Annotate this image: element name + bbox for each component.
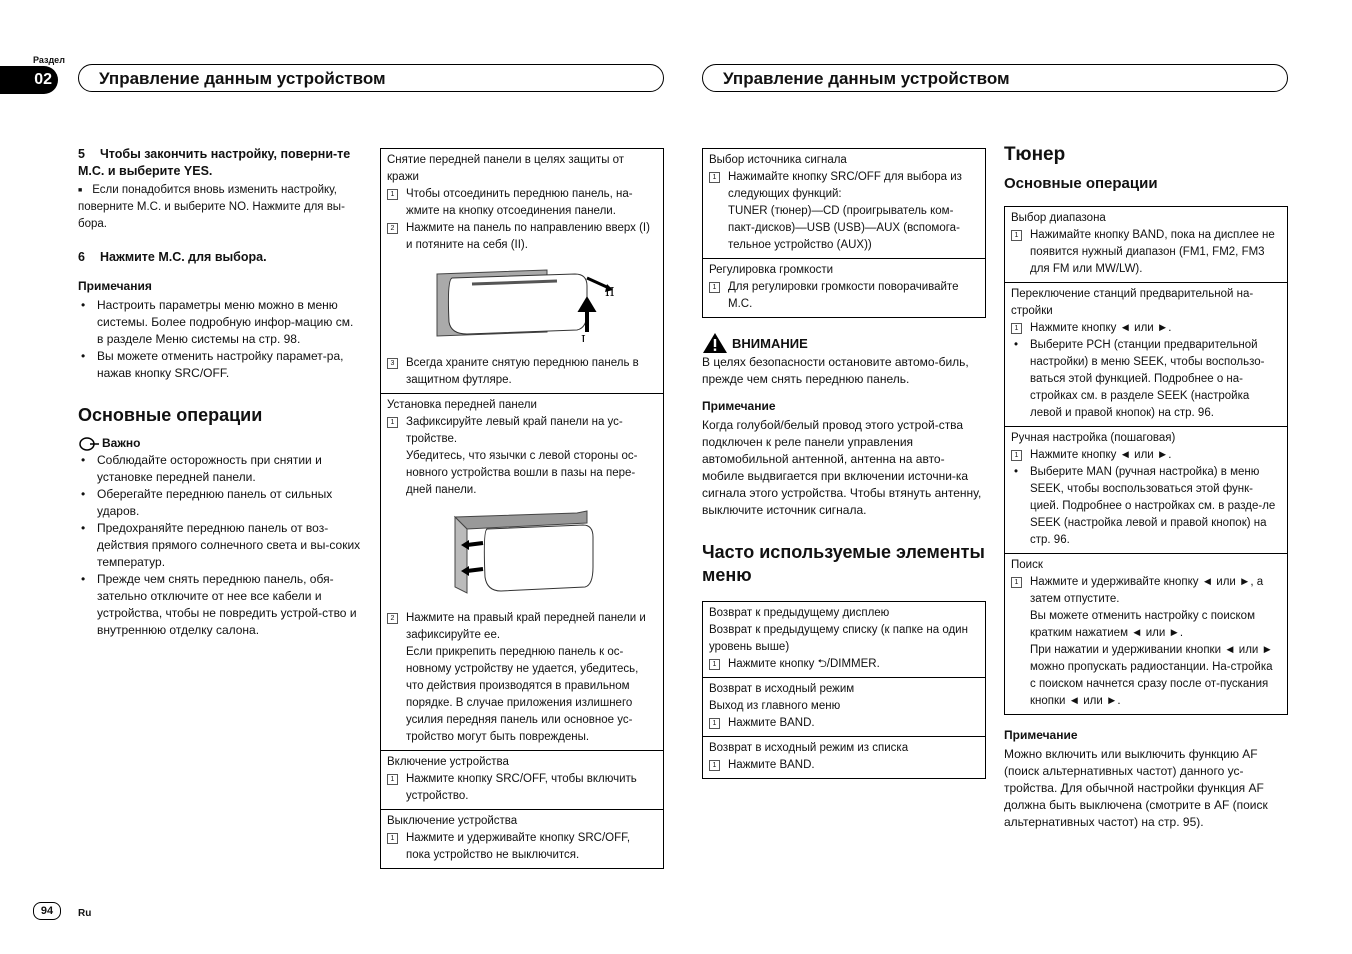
important-label: Важно	[102, 436, 141, 450]
front-panel-section-title: Включение устройства	[387, 756, 509, 768]
numbered-step	[387, 355, 657, 389]
menu-item-section	[703, 602, 985, 677]
numbered-step	[1011, 227, 1281, 278]
note-text: Когда голубой/белый провод этого устрой-ства подключен к реле панели управления автомобильной антенной, антенна на авто-мобиле выдвигается при включении источни-ка сигнала этого устройства. Чтобы втянуть антенну, выключите источник сигнала.	[702, 418, 982, 517]
step-text: Зафиксируйте левый край панели на ус-тройстве.	[406, 416, 623, 445]
step-text: Нажмите BAND.	[728, 717, 815, 729]
numbered-step	[387, 771, 657, 805]
step-text: Чтобы отсоединить переднюю панель, на-жмите на кнопку отсоединения панели.	[406, 188, 633, 217]
tuner-box	[1004, 206, 1288, 715]
numbered-step	[1011, 574, 1281, 608]
step-text: Нажмите на правый край передней панели и зафиксируйте ее.	[406, 612, 646, 641]
step-number-box: 1	[1011, 323, 1022, 334]
tuner-note-text: Можно включить или выключить функцию AF (поиск альтернативных частот) данного ус-тройства. Для обычной настройки функция AF должна быть выключена (смотрите в AF (поиск альтернативных частот) на стр. 95).	[1004, 747, 1268, 829]
frequent-menu-heading: Часто используемые элементы меню	[702, 542, 985, 585]
step-number-box: 1	[387, 189, 398, 200]
step-text: Нажмите и удерживайте кнопку ◄ или ►, а затем отпустите.	[1030, 576, 1264, 605]
section-heading: Основные операции	[78, 405, 263, 425]
box-text: Возврат к предыдущему списку (к папке на один уровень выше)	[709, 624, 968, 653]
step-number-box: 3	[387, 358, 398, 369]
tuner-op-section-title: Поиск	[1011, 559, 1043, 571]
numbered-step	[387, 414, 657, 448]
source-volume-section-title: Выбор источника сигнала	[709, 154, 847, 166]
tuner-op-section	[1005, 553, 1287, 714]
step-number-box: 1	[709, 282, 720, 293]
panel-removal-illustration	[387, 262, 657, 347]
svg-text:II: II	[605, 285, 615, 299]
step-text: Нажмите кнопку ◄ или ►.	[1030, 322, 1172, 334]
step-detail: При нажатии и удерживании кнопки ◄ или ► можно пропускать радиостанции. На-стройка с поиском начнется сразу после от-пускания кнопки ◄ или ►.	[1030, 644, 1273, 707]
step-text: Всегда храните снятую переднюю панель в защитном футляре.	[406, 357, 639, 386]
tuner-note-heading: Примечание	[1004, 728, 1078, 742]
step-text: Нажмите M.C. для выбора.	[100, 250, 267, 264]
bullet-item: • Настроить параметры меню можно в меню системы. Более подробную инфор-мацию см. в разделе Меню системы на стр. 98.	[78, 297, 362, 348]
step-number: 6	[78, 250, 85, 264]
numbered-step	[1011, 447, 1281, 464]
bullet-item: • Соблюдайте осторожность при снятии и установке передней панели.	[78, 452, 362, 486]
step-number-box: 1	[387, 417, 398, 428]
menu-item-section	[703, 677, 985, 736]
bullet-item: • Предохраняйте переднюю панель от воз-действия прямого солнечного света и вы-соких температур.	[78, 520, 362, 571]
front-panel-section	[381, 750, 663, 809]
menu-item-section-title: Возврат в исходный режим из списка	[709, 742, 909, 754]
tuner-op-section	[1005, 426, 1287, 553]
notes-heading: Примечания	[78, 279, 152, 293]
warning-text: В целях безопасности остановите автомо-биль, прежде чем снять переднюю панель.	[702, 355, 969, 386]
step-number-box: 1	[387, 774, 398, 785]
menu-item-section	[703, 736, 985, 778]
section-number-tab: 02	[0, 66, 58, 94]
step-detail: Убедитесь, что язычки с левой стороны ос-новного устройства вошли в пазы на пере-дней панели.	[406, 450, 638, 496]
step-text: Нажмите кнопку ◄ или ►.	[1030, 449, 1172, 461]
step-text: Нажмите на панель по направлению вверх (I) и потяните на себя (II).	[406, 222, 650, 251]
column-4	[1004, 143, 1288, 833]
warning-icon	[702, 332, 728, 354]
numbered-step	[387, 830, 657, 864]
bullet-item: • Оберегайте переднюю панель от сильных ударов.	[78, 486, 362, 520]
svg-text:I: I	[581, 333, 586, 342]
front-panel-section	[381, 393, 663, 750]
step-number-box: 1	[1011, 450, 1022, 461]
step-text: Для регулировки громкости поворачивайте M.C.	[728, 281, 959, 310]
section-label: Раздел	[33, 55, 65, 65]
menu-item-section-title: Возврат в исходный режим	[709, 683, 855, 695]
bullet-item: • Выберите MAN (ручная настройка) в меню SEEK, чтобы воспользоваться этой функ-цией. Подробнее о настройках см. в разде-ле SEEK (настройка левой и правой кнопок) на стр. 96.	[1011, 464, 1281, 549]
source-volume-section	[703, 149, 985, 258]
tuner-title: Тюнер	[1004, 144, 1066, 165]
page-header-left: Управление данным устройством	[78, 64, 664, 92]
step-number-box: 2	[387, 223, 398, 234]
important-heading	[78, 435, 362, 452]
numbered-step	[387, 220, 657, 254]
step-text: Нажимайте кнопку BAND, пока на дисплее не появится нужный диапазон (FM1, FM2, FM3 для FM или MW/LW).	[1030, 229, 1275, 275]
front-panel-section	[381, 149, 663, 393]
language-code: Ru	[78, 908, 92, 919]
tuner-op-section	[1005, 207, 1287, 282]
step-detail: Вы можете отменить настройку с поиском кратким нажатием ◄ или ►.	[1030, 610, 1255, 639]
step-text: Нажимайте кнопку SRC/OFF для выбора из следующих функций:	[728, 171, 962, 200]
box-text: Выход из главного меню	[709, 700, 841, 712]
page-number: 94	[33, 902, 61, 920]
bullet-item: • Прежде чем снять переднюю панель, обя-зательно отключите от нее все кабели и устройства, чтобы не повредить устрой-ство и внутреннюю отделку салона.	[78, 571, 362, 639]
front-panel-section-title: Установка передней панели	[387, 399, 537, 411]
important-icon	[78, 437, 100, 451]
step-number-box: 1	[1011, 230, 1022, 241]
step-detail: Если прикрепить переднюю панель к ос-новному устройству не удается, убедитесь, что действия производятся в правильном порядке. В случае приложения излишнего усилия передняя панель или основное ус-тройство могут быть повреждены.	[406, 646, 639, 743]
numbered-step	[1011, 320, 1281, 337]
front-panel-section-title: Выключение устройства	[387, 815, 518, 827]
step-number: 5	[78, 147, 85, 161]
step-number-box: 1	[387, 833, 398, 844]
step-heading	[78, 249, 362, 266]
bullet-item: • Вы можете отменить настройку парамет-ра, нажав кнопку SRC/OFF.	[78, 348, 362, 382]
step-number-box: 1	[1011, 577, 1022, 588]
square-bullet-item: ■ Если понадобится вновь изменить настройку, поверните M.C. и выберите NO. Нажмите для вы-бора.	[78, 182, 362, 233]
numbered-step	[387, 610, 657, 644]
numbered-step	[709, 656, 979, 673]
numbered-step	[709, 757, 979, 774]
step-number-box: 2	[387, 613, 398, 624]
source-volume-section	[703, 258, 985, 317]
numbered-step	[387, 186, 657, 220]
step-detail: TUNER (тюнер)—CD (проигрыватель ком-пакт-дисков)—USB (USB)—AUX (вспомога-тельное устройство (AUX))	[728, 205, 960, 251]
menu-items-box	[702, 601, 986, 779]
numbered-step	[709, 279, 979, 313]
column-1	[78, 146, 362, 639]
warning-heading	[702, 332, 986, 354]
step-number-box: 1	[709, 718, 720, 729]
tuner-op-section	[1005, 282, 1287, 426]
spacer	[78, 235, 362, 249]
step-text: Нажмите BAND.	[728, 759, 815, 771]
step-text: Нажмите кнопку ⮌/DIMMER.	[728, 658, 880, 670]
numbered-step	[709, 715, 979, 732]
page-header-right: Управление данным устройством	[702, 64, 1288, 92]
warning-title: ВНИМАНИЕ	[732, 335, 808, 351]
step-number-box: 1	[709, 659, 720, 670]
front-panel-section-title: Снятие передней панели в целях защиты от кражи	[387, 154, 625, 183]
step-text: Чтобы закончить настройку, поверни-те M.C. и выберите YES.	[78, 147, 351, 178]
tuner-op-section-title: Переключение станций предварительной на-стройки	[1011, 288, 1254, 317]
step-number-box: 1	[709, 172, 720, 183]
tuner-op-section-title: Выбор диапазона	[1011, 212, 1106, 224]
step-heading	[78, 146, 362, 180]
step-number-box: 1	[709, 760, 720, 771]
column-2-instruction-box	[380, 148, 664, 869]
bullet-item: • Выберите PCH (станции предварительной настройки) в меню SEEK, чтобы воспользо-ваться этой функцией. Подробнее о на-стройках см. в разделе SEEK (настройка левой и правой кнопок) на стр. 96.	[1011, 337, 1281, 422]
numbered-step	[709, 169, 979, 203]
source-volume-section-title: Регулировка громкости	[709, 264, 834, 276]
menu-item-section-title: Возврат к предыдущему дисплею	[709, 607, 890, 619]
step-text: Нажмите кнопку SRC/OFF, чтобы включить устройство.	[406, 773, 637, 802]
front-panel-section	[381, 809, 663, 868]
source-volume-box	[702, 148, 986, 318]
note-heading: Примечание	[702, 399, 776, 413]
panel-attach-illustration	[387, 507, 657, 602]
tuner-subtitle: Основные операции	[1004, 175, 1158, 192]
step-text: Нажмите и удерживайте кнопку SRC/OFF, пока устройство не выключится.	[406, 832, 631, 861]
tuner-op-section-title: Ручная настройка (пошаговая)	[1011, 432, 1176, 444]
column-3	[702, 148, 986, 779]
